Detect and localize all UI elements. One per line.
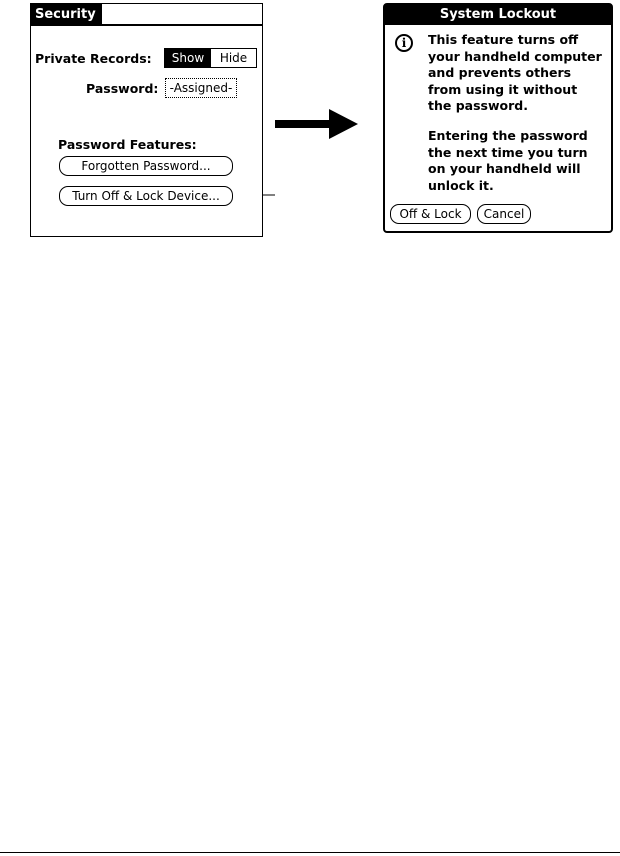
turn-off-lock-device-button[interactable]: Turn Off & Lock Device... bbox=[59, 186, 233, 206]
message-line: and prevents others bbox=[428, 65, 572, 80]
dialog-message bbox=[428, 32, 608, 115]
private-records-label: Private Records: bbox=[35, 51, 152, 66]
app-title[interactable]: Security bbox=[31, 4, 102, 26]
password-field[interactable]: -Assigned- bbox=[165, 78, 237, 98]
private-records-selector bbox=[164, 48, 257, 68]
off-lock-button[interactable]: Off & Lock bbox=[390, 204, 471, 224]
show-button[interactable]: Show bbox=[165, 49, 211, 67]
message-line: the password. bbox=[428, 98, 528, 113]
info-icon: i bbox=[395, 34, 413, 52]
message-line: unlock it. bbox=[428, 177, 494, 193]
message-line: from using it without bbox=[428, 81, 578, 97]
message-line: the next time you turn bbox=[428, 144, 588, 160]
hide-button[interactable]: Hide bbox=[219, 51, 248, 65]
password-features-label: Password Features: bbox=[58, 137, 197, 152]
message-line: your handheld computer bbox=[428, 48, 602, 64]
message-line: This feature turns off bbox=[428, 32, 579, 47]
callout-line bbox=[263, 194, 275, 196]
dialog-title: System Lockout bbox=[385, 5, 611, 25]
security-screen bbox=[30, 3, 263, 237]
message-line: Entering the password bbox=[428, 128, 588, 143]
forgotten-password-button[interactable]: Forgotten Password... bbox=[59, 156, 233, 176]
dialog-message-2 bbox=[428, 128, 608, 194]
system-lockout-dialog bbox=[383, 3, 613, 233]
password-label: Password: bbox=[86, 81, 159, 96]
right-arrow-icon bbox=[272, 106, 362, 142]
message-line: on your handheld will bbox=[428, 161, 581, 176]
cancel-button[interactable]: Cancel bbox=[477, 204, 531, 224]
page-rule bbox=[0, 852, 620, 853]
